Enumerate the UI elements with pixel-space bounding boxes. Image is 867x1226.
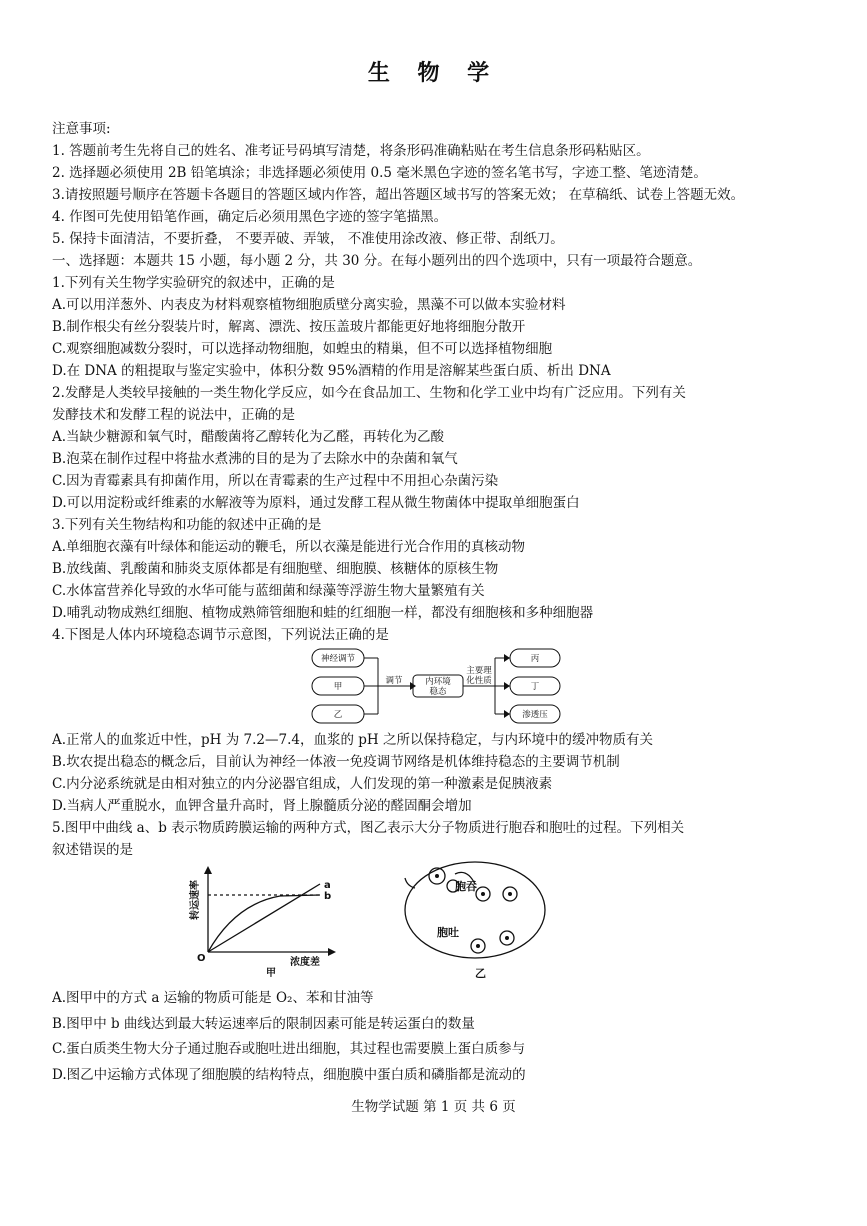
text-block-mid bbox=[52, 729, 832, 861]
node-label: 渗透压 bbox=[522, 710, 548, 720]
center-label: 稳态 bbox=[429, 687, 447, 697]
curve-a bbox=[208, 884, 320, 952]
endocytosis-diagram bbox=[395, 856, 550, 981]
option: B.泡菜在制作过程中将盐水煮沸的目的是为了去除水中的杂菌和氧气 bbox=[52, 451, 458, 467]
option: D.在 DNA 的粗提取与鉴定实验中，体积分数 95%酒精的作用是溶解某些蛋白质、析出 DNA bbox=[52, 363, 611, 379]
y-axis-arrow bbox=[204, 866, 212, 874]
relation-label: 主要理 bbox=[466, 666, 492, 676]
option: D.图乙中运输方式体现了细胞膜的结构特点，细胞膜中蛋白质和磷脂都是流动的 bbox=[52, 1066, 526, 1083]
option: C.因为青霉素具有抑菌作用，所以在青霉素的生产过程中不用担心杂菌污染 bbox=[52, 473, 499, 489]
process-label: 胞吐 bbox=[437, 926, 459, 939]
page-footer: 生物学试题 第 1 页 共 6 页 bbox=[351, 1099, 516, 1115]
node-label: 神经调节 bbox=[320, 654, 356, 664]
text-block-top bbox=[52, 118, 832, 646]
notice-item: 5. 保持卡面清洁，不要折叠， 不要弄破、弄皱， 不准使用涂改液、修正带、刮纸刀。 bbox=[52, 231, 564, 247]
section-heading: 一、选择题：本题共 15 小题，每小题 2 分，共 30 分。在每小题列出的四个选项中，只有一项最符合题意。 bbox=[52, 253, 702, 269]
option: C.水体富营养化导致的水华可能与蓝细菌和绿藻等浮游生物大量繁殖有关 bbox=[52, 583, 485, 599]
question-stem: 3.下列有关生物结构和功能的叙述中正确的是 bbox=[52, 517, 322, 533]
option: A.正常人的血浆近中性，pH 为 7.2—7.4，血浆的 pH 之所以保持稳定，与内环境中的缓冲物质有关 bbox=[52, 732, 653, 748]
curve-label: a bbox=[324, 880, 331, 891]
cell-membrane bbox=[405, 862, 545, 958]
x-axis-label: 浓度差 bbox=[290, 957, 320, 968]
notice-item: 4. 作图可先使用铅笔作画，确定后必须用黑色字迹的签字笔描黑。 bbox=[52, 209, 448, 225]
option: D.当病人严重脱水，血钾含量升高时，肾上腺髓质分泌的醛固酮会增加 bbox=[52, 798, 472, 814]
homeostasis-diagram bbox=[300, 645, 570, 725]
node-label: 丙 bbox=[530, 654, 540, 664]
option: C.蛋白质类生物大分子通过胞吞或胞吐进出细胞，其过程也需要膜上蛋白质参与 bbox=[52, 1041, 526, 1057]
option: B.放线菌、乳酸菌和肺炎支原体都是有细胞壁、细胞膜、核糖体的原核生物 bbox=[52, 561, 499, 577]
page-title: 生 物 学 bbox=[367, 60, 500, 86]
question-stem: 5.图甲中曲线 a、b 表示物质跨膜运输的两种方式，图乙表示大分子物质进行胞吞和胞吐的过程。下列相关 bbox=[52, 820, 685, 836]
option: B.坎农提出稳态的概念后，目前认为神经一体液一免疫调节网络是机体维持稳态的主要调节机制 bbox=[52, 754, 620, 770]
curve-label: b bbox=[324, 891, 332, 902]
option: D.哺乳动物成熟红细胞、植物成熟筛管细胞和蛙的红细胞一样，都没有细胞核和多种细胞器 bbox=[52, 605, 594, 621]
question-stem: 发酵技术和发酵工程的说法中，正确的是 bbox=[52, 407, 295, 423]
relation-label: 化性质 bbox=[466, 676, 492, 686]
notice-item: 3.请按照题号顺序在答题卡各题目的答题区域内作答，超出答题区域书写的答案无效； 在草稿纸、试卷上答题无效。 bbox=[52, 187, 745, 203]
question-stem: 2.发酵是人类较早接触的一类生物化学反应，如今在食品加工、生物和化学工业中均有广泛应用。下列有关 bbox=[52, 385, 686, 401]
transport-rate-graph bbox=[180, 864, 355, 979]
question-stem: 1.下列有关生物学实验研究的叙述中，正确的是 bbox=[52, 275, 335, 291]
node-label: 丁 bbox=[530, 682, 540, 692]
figure-caption: 甲 bbox=[266, 968, 276, 979]
text-block-bottom bbox=[52, 986, 832, 1088]
option: B.制作根尖有丝分裂装片时，解离、漂洗、按压盖玻片都能更好地将细胞分散开 bbox=[52, 319, 526, 335]
option: B.图甲中 b 曲线达到最大转运速率后的限制因素可能是转运蛋白的数量 bbox=[52, 1015, 475, 1032]
option: D.可以用淀粉或纤维素的水解液等为原料，通过发酵工程从微生物菌体中提取单细胞蛋白 bbox=[52, 495, 580, 511]
node-label: 乙 bbox=[333, 710, 343, 720]
figure-caption: 乙 bbox=[475, 967, 486, 980]
notice-item: 1. 答题前考生先将自己的姓名、准考证号码填写清楚，将条形码准确粘贴在考生信息条形码粘贴区。 bbox=[52, 143, 650, 159]
arrow-head bbox=[504, 654, 510, 662]
process-label: 胞吞 bbox=[455, 880, 477, 893]
arrow-label: 调节 bbox=[385, 676, 403, 686]
arrow-head bbox=[504, 682, 510, 690]
question-stem: 叙述错误的是 bbox=[52, 842, 133, 858]
notice-item: 2. 选择题必须使用 2B 铅笔填涂；非选择题必须使用 0.5 毫米黑色字迹的签名笔书写，字迹工整、笔迹清楚。 bbox=[52, 165, 707, 181]
node-label: 甲 bbox=[333, 682, 343, 692]
option: A.当缺少糖源和氧气时，醋酸菌将乙醇转化为乙醛，再转化为乙酸 bbox=[52, 429, 445, 445]
option: C.观察细胞减数分裂时，可以选择动物细胞，如蝗虫的精巢，但不可以选择植物细胞 bbox=[52, 341, 553, 357]
option: A.图甲中的方式 a 运输的物质可能是 O₂、苯和甘油等 bbox=[52, 990, 374, 1006]
notice-heading: 注意事项: bbox=[52, 121, 111, 137]
question-stem: 4.下图是人体内环境稳态调节示意图，下列说法正确的是 bbox=[52, 627, 389, 643]
curve-b bbox=[208, 895, 320, 952]
option: A.可以用洋葱外、内表皮为材料观察植物细胞质壁分离实验，黑藻不可以做本实验材料 bbox=[52, 297, 566, 313]
option: C.内分泌系统就是由相对独立的内分泌器官组成，人们发现的第一种激素是促胰液素 bbox=[52, 776, 553, 792]
y-axis-label: 转运速率 bbox=[190, 880, 201, 920]
origin-label: O bbox=[197, 953, 206, 964]
option: A.单细胞衣藻有叶绿体和能运动的鞭毛，所以衣藻是能进行光合作用的真核动物 bbox=[52, 539, 526, 555]
x-axis-arrow bbox=[328, 948, 336, 956]
center-label: 内环境 bbox=[425, 677, 451, 687]
arrow-head bbox=[504, 710, 510, 718]
